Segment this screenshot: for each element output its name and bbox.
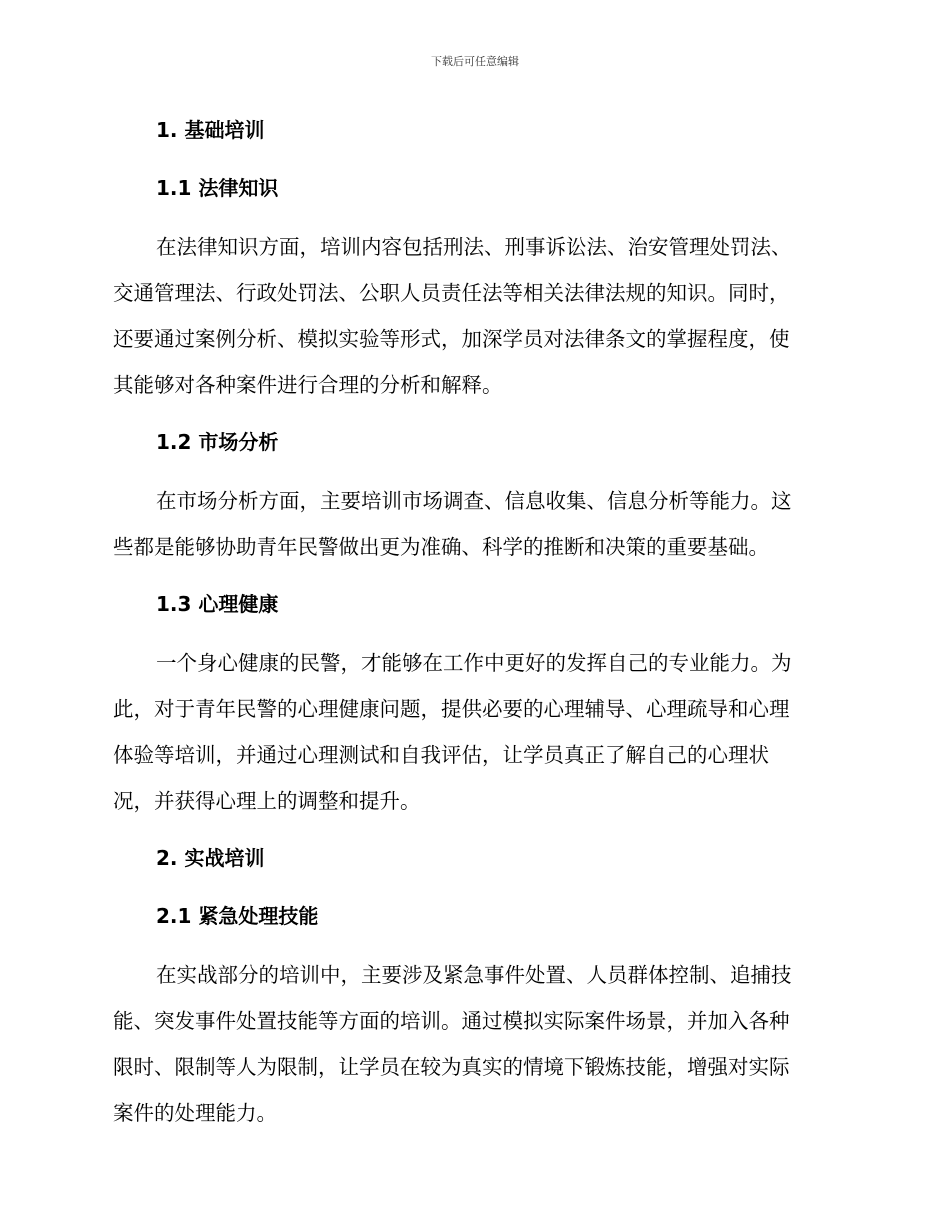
paragraph-line: 案件的处理能力。 xyxy=(113,1101,277,1125)
paragraph-line: 其能够对各种案件进行合理的分析和解释。 xyxy=(113,373,503,397)
section-heading-2: 2. 实战培训 xyxy=(156,846,265,870)
paragraph-market-analysis xyxy=(113,478,833,570)
page-header: 下载后可任意编辑 xyxy=(431,55,519,68)
section-heading-1: 1. 基础培训 xyxy=(156,118,265,142)
paragraph-line: 一个身心健康的民警，才能够在工作中更好的发挥自己的专业能力。为 xyxy=(156,651,792,675)
paragraph-line: 在市场分析方面，主要培训市场调查、信息收集、信息分析等能力。这 xyxy=(156,489,792,513)
paragraph-line: 体验等培训，并通过心理测试和自我评估，让学员真正了解自己的心理状 xyxy=(113,743,769,767)
section-heading-1-2: 1.2 市场分析 xyxy=(156,430,279,454)
paragraph-line: 况，并获得心理上的调整和提升。 xyxy=(113,789,421,813)
paragraph-line: 限时、限制等人为限制，让学员在较为真实的情境下锻炼技能，增强对实际 xyxy=(113,1055,790,1079)
paragraph-line: 些都是能够协助青年民警做出更为准确、科学的推断和决策的重要基础。 xyxy=(113,535,769,559)
paragraph-line: 在法律知识方面，培训内容包括刑法、刑事诉讼法、治安管理处罚法、 xyxy=(156,235,792,259)
section-heading-1-1: 1.1 法律知识 xyxy=(156,176,279,200)
paragraph-mental-health xyxy=(113,640,833,824)
section-heading-2-1: 2.1 紧急处理技能 xyxy=(156,904,319,928)
document-body xyxy=(113,108,833,1148)
paragraph-emergency-skills xyxy=(113,952,833,1136)
paragraph-line: 在实战部分的培训中，主要涉及紧急事件处置、人员群体控制、追捕技 xyxy=(156,963,792,987)
paragraph-line: 此，对于青年民警的心理健康问题，提供必要的心理辅导、心理疏导和心理 xyxy=(113,697,790,721)
paragraph-line: 能、突发事件处置技能等方面的培训。通过模拟实际案件场景，并加入各种 xyxy=(113,1009,790,1033)
section-heading-1-3: 1.3 心理健康 xyxy=(156,592,279,616)
paragraph-line: 还要通过案例分析、模拟实验等形式，加深学员对法律条文的掌握程度，使 xyxy=(113,327,790,351)
paragraph-legal-knowledge xyxy=(113,224,833,408)
paragraph-line: 交通管理法、行政处罚法、公职人员责任法等相关法律法规的知识。同时， xyxy=(113,281,790,305)
